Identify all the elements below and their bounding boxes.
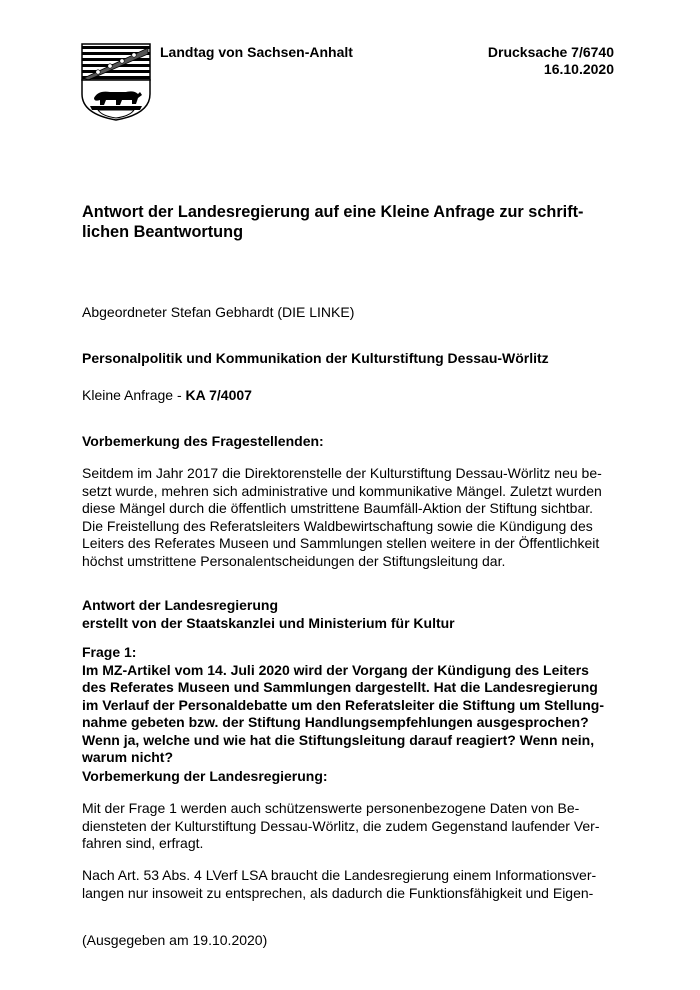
organization-name: Landtag von Sachsen-Anhalt	[160, 44, 353, 60]
paragraph-line: Die Freistellung des Referatsleiters Waldbewirtschaftung sowie die Kündigung des	[82, 517, 593, 534]
answer-heading	[82, 597, 619, 632]
paragraph-line: diensteten der Kulturstiftung Dessau-Wörlitz, die zudem Gegenstand laufender Ver-	[82, 817, 600, 834]
paragraph-line: setzt wurde, mehren sich administrative und kommunikative Mängel. Zuletzt wurden	[82, 482, 602, 499]
question-line: Wenn ja, welche und wie hat die Stiftungsleitung darauf reagiert? Wenn nein,	[82, 731, 595, 748]
drucksache-number: Drucksache 7/6740	[487, 44, 614, 60]
paragraph-line: Seitdem im Jahr 2017 die Direktorenstelle der Kulturstiftung Dessau-Wörlitz neu be-	[82, 465, 602, 481]
inquiry-subject: Personalpolitik und Kommunikation der Kulturstiftung Dessau-Wörlitz	[82, 350, 549, 366]
paragraph-line: Nach Art. 53 Abs. 4 LVerf LSA braucht die Landesregierung einem Informationsver-	[82, 867, 597, 883]
government-note-paragraph-1	[82, 800, 619, 853]
answer-line: erstellt von der Staatskanzlei und Ministerium für Kultur	[82, 614, 455, 631]
document-date: 16.10.2020	[543, 61, 614, 77]
paragraph-line: diese Mängel durch die öffentlich umstrittene Baumfäll-Aktion der Stiftung sichtbar.	[82, 500, 594, 516]
paragraph-line: höchst umstrittene Personalentscheidungen der Stiftungsleitung dar.	[82, 552, 506, 569]
government-note-paragraph-2	[82, 867, 619, 902]
title-line: Antwort der Landesregierung auf eine Kleine Anfrage zur schrift-	[82, 203, 584, 221]
issue-date-footer: (Ausgegeben am 19.10.2020)	[82, 932, 268, 948]
question-line: Im MZ-Artikel vom 14. Juli 2020 wird der Vorgang der Kündigung des Leiters	[82, 661, 589, 678]
document-title	[82, 202, 619, 242]
author-line: Abgeordneter Stefan Gebhardt (DIE LINKE)	[82, 304, 355, 320]
coat-of-arms-logo	[80, 42, 152, 122]
paragraph-line: Mit der Frage 1 werden auch schützenswerte personenbezogene Daten von Be-	[82, 800, 580, 816]
paragraph-line: langen nur insoweit zu entsprechen, als dadurch die Funktionsfähigkeit und Eigen-	[82, 884, 594, 901]
paragraph-line: Leiters des Referates Museen und Sammlungen stellen weitere in der Öffentlichkeit	[82, 535, 600, 551]
title-line: lichen Beantwortung	[82, 223, 244, 241]
question-line: nahme gebeten bzw. der Stiftung Handlungsempfehlungen ausgesprochen?	[82, 714, 589, 730]
inquiry-prefix: Kleine Anfrage -	[82, 387, 186, 403]
question-label: Frage 1:	[82, 644, 137, 660]
preliminary-paragraph	[82, 465, 619, 570]
inquiry-number: KA 7/4007	[185, 387, 252, 403]
question-line: im Verlauf der Personaldebatte um den Referatsleiter die Stiftung um Stellung-	[82, 696, 604, 713]
question-line: warum nicht?	[82, 749, 174, 765]
question-line: des Referates Museen und Sammlungen dargestellt. Hat die Landesregierung	[82, 679, 598, 695]
government-note-heading: Vorbemerkung der Landesregierung:	[82, 768, 328, 784]
question-1	[82, 644, 619, 767]
inquiry-reference	[82, 387, 619, 405]
answer-line: Antwort der Landesregierung	[82, 597, 279, 613]
preliminary-heading: Vorbemerkung des Fragestellenden:	[82, 433, 324, 449]
paragraph-line: fahren sind, erfragt.	[82, 835, 204, 851]
